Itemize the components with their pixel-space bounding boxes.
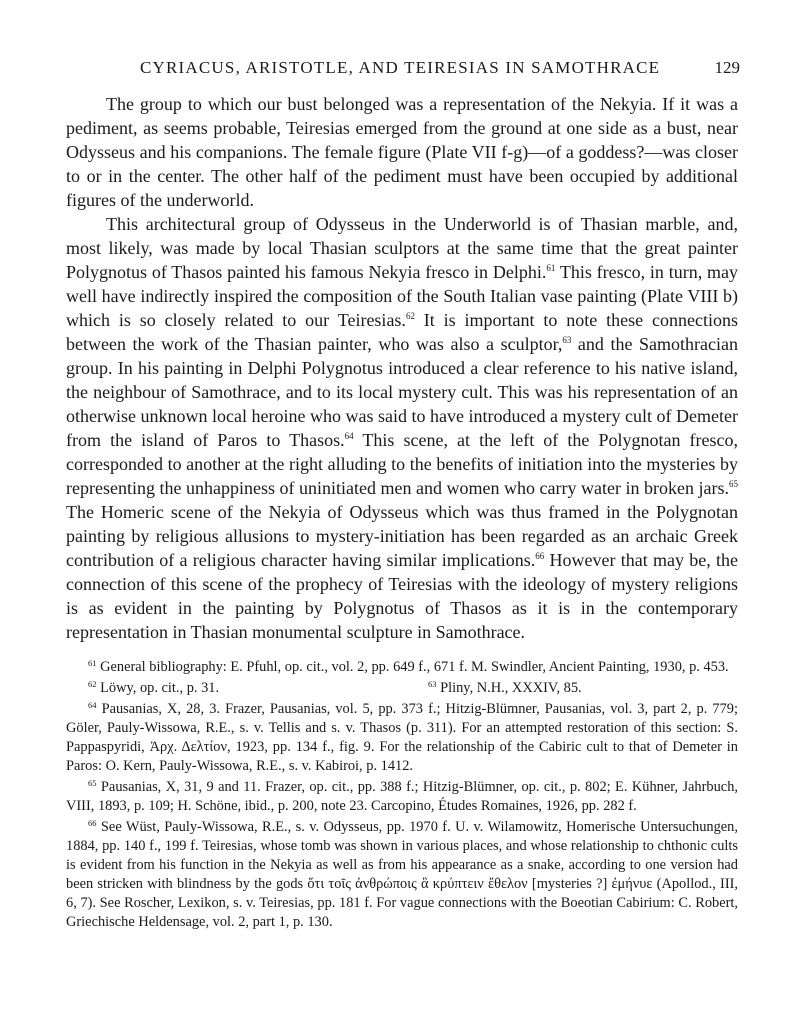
footnote-text: Pliny, N.H., XXXIV, 85. <box>440 680 582 696</box>
footnote-text: Pausanias, X, 31, 9 and 11. Frazer, op. cit., pp. 388 f.; Hitzig-Blümner, op. cit., p. 802; E. Kühner, Jahrbuch, VIII, 1893, p. 109; H. Schöne, ibid., p. 200, note 23. Carcopino, Études Romaines, 1926, pp. 282 f. <box>66 779 738 814</box>
footnote-63 <box>406 679 738 698</box>
text-segment: and the Samothracian group. In his painting in Delphi Polygnotus introduced a clear reference to his native island, the neighbour of Samothrace, and to its local mystery cult. This was his representation of an otherwise unknown local heroine who was said to have introduced a mystery cult of Demeter from the island of Paros to Thasos. <box>66 334 738 450</box>
footnote-62 <box>66 679 406 698</box>
footnote-number: 64 <box>88 700 97 710</box>
footnote-pair <box>66 679 738 698</box>
footnote-ref-64[interactable]: 64 <box>344 431 354 441</box>
footnotes <box>66 658 738 934</box>
text-segment: It is important to note these connections between the work of the Thasian painter, who was also a sculptor, <box>66 310 738 354</box>
footnote-number: 66 <box>88 818 97 828</box>
paragraph-2 <box>66 212 738 644</box>
footnote-number: 65 <box>88 778 97 788</box>
footnote-65 <box>66 778 738 816</box>
footnote-number: 63 <box>428 679 437 689</box>
paragraph-1: The group to which our bust belonged was a representation of the Nekyia. If it was a pediment, as seems probable, Teiresias emerged from the ground at one side as a bust, near Odysseus and his companions. The female figure (Plate VII f-g)—of a goddess?—was closer to or in the center. The other half of the pediment must have been occupied by additional figures of the underworld. <box>66 94 738 210</box>
footnote-text: General bibliography: E. Pfuhl, op. cit., vol. 2, pp. 649 f., 671 f. M. Swindler, Ancient Painting, 1930, p. 453. <box>100 659 729 675</box>
footnote-ref-65[interactable]: 65 <box>729 479 738 489</box>
footnote-number: 62 <box>88 679 97 689</box>
footnote-ref-66[interactable]: 66 <box>535 551 545 561</box>
footnote-text: Löwy, op. cit., p. 31. <box>100 680 220 696</box>
text-segment: This fresco, in turn, may well have indirectly inspired the composition of the South Italian vase painting (Plate VIII b) which is so closely related to our Teiresias. <box>66 262 738 330</box>
footnote-66 <box>66 818 738 932</box>
text-segment: This scene, at the left of the Polygnotan fresco, corresponded to another at the right alluding to the benefits of initiation into the mysteries by representing the unhappiness of uninitiated men and women who carry water in broken jars. <box>66 430 738 498</box>
footnote-number: 61 <box>88 658 97 668</box>
page-header <box>140 58 740 82</box>
page-number: 129 <box>714 58 740 77</box>
text-segment: However that may be, the connection of this scene of the prophecy of Teiresias with the ideology of mystery religions is as evident in the painting by Polygnotus of Thasos as it is in the contemporary representation in Thasian monumental sculpture in Samothrace. <box>66 550 738 642</box>
running-title: CYRIACUS, ARISTOTLE, AND TEIRESIAS IN SAMOTHRACE <box>140 58 661 77</box>
footnote-ref-63[interactable]: 63 <box>562 335 572 345</box>
footnote-64 <box>66 700 738 776</box>
footnote-ref-62[interactable]: 62 <box>405 311 415 321</box>
text-segment: The Homeric scene of the Nekyia of Odysseus which was thus framed in the Polygnotan painting by religious allusions to mystery-initiation has been regarded as an archaic Greek contribution of a religious character having similar implications. <box>66 502 738 570</box>
footnote-text: Pausanias, X, 28, 3. Frazer, Pausanias, vol. 5, pp. 373 f.; Hitzig-Blümner, Pausanias, vol. 3, part 2, p. 779; Göler, Pauly-Wissowa, R.E., s. v. Tellis and s. v. Thasos (p. 311). For an attempted restoration of this section: S. Pappaspyridi, Ἀρχ. Δελτίον, 1923, pp. 134 f., fig. 9. For the relationship of the Cabiric cult to that of Demeter in Paros: O. Kern, Pauly-Wissowa, R.E., s. v. Kabiroi, p. 1412. <box>66 701 738 774</box>
main-text <box>66 92 738 644</box>
footnote-61 <box>66 658 738 677</box>
footnote-ref-61[interactable]: 61 <box>546 263 556 273</box>
text-segment: This architectural group of Odysseus in the Underworld is of Thasian marble, and, most likely, was made by local Thasian sculptors at the same time that the great painter Polygnotus of Thasos painted his famous Nekyia fresco in Delphi. <box>66 214 738 282</box>
footnote-text: See Wüst, Pauly-Wissowa, R.E., s. v. Odysseus, pp. 1970 f. U. v. Wilamowitz, Homerische Untersuchungen, 1884, pp. 140 f., 199 f. Teiresias, whose tomb was shown in various places, and whose relationship to chthonic cults is evident from his function in the Nekyia as well as from his appearance as a snake, according to one version had been stricken with blindness by the gods ὅτι τοῖς ἀνθρώποις ἃ κρύπτειν ἔθελον [mysteries ?] ἐμήνυε (Apollod., III, 6, 7). See Roscher, Lexikon, s. v. Teiresias, pp. 181 f. For vague connections with the Boeotian Cabirium: C. Robert, Griechische Heldensage, vol. 2, part 1, p. 130. <box>66 819 738 930</box>
